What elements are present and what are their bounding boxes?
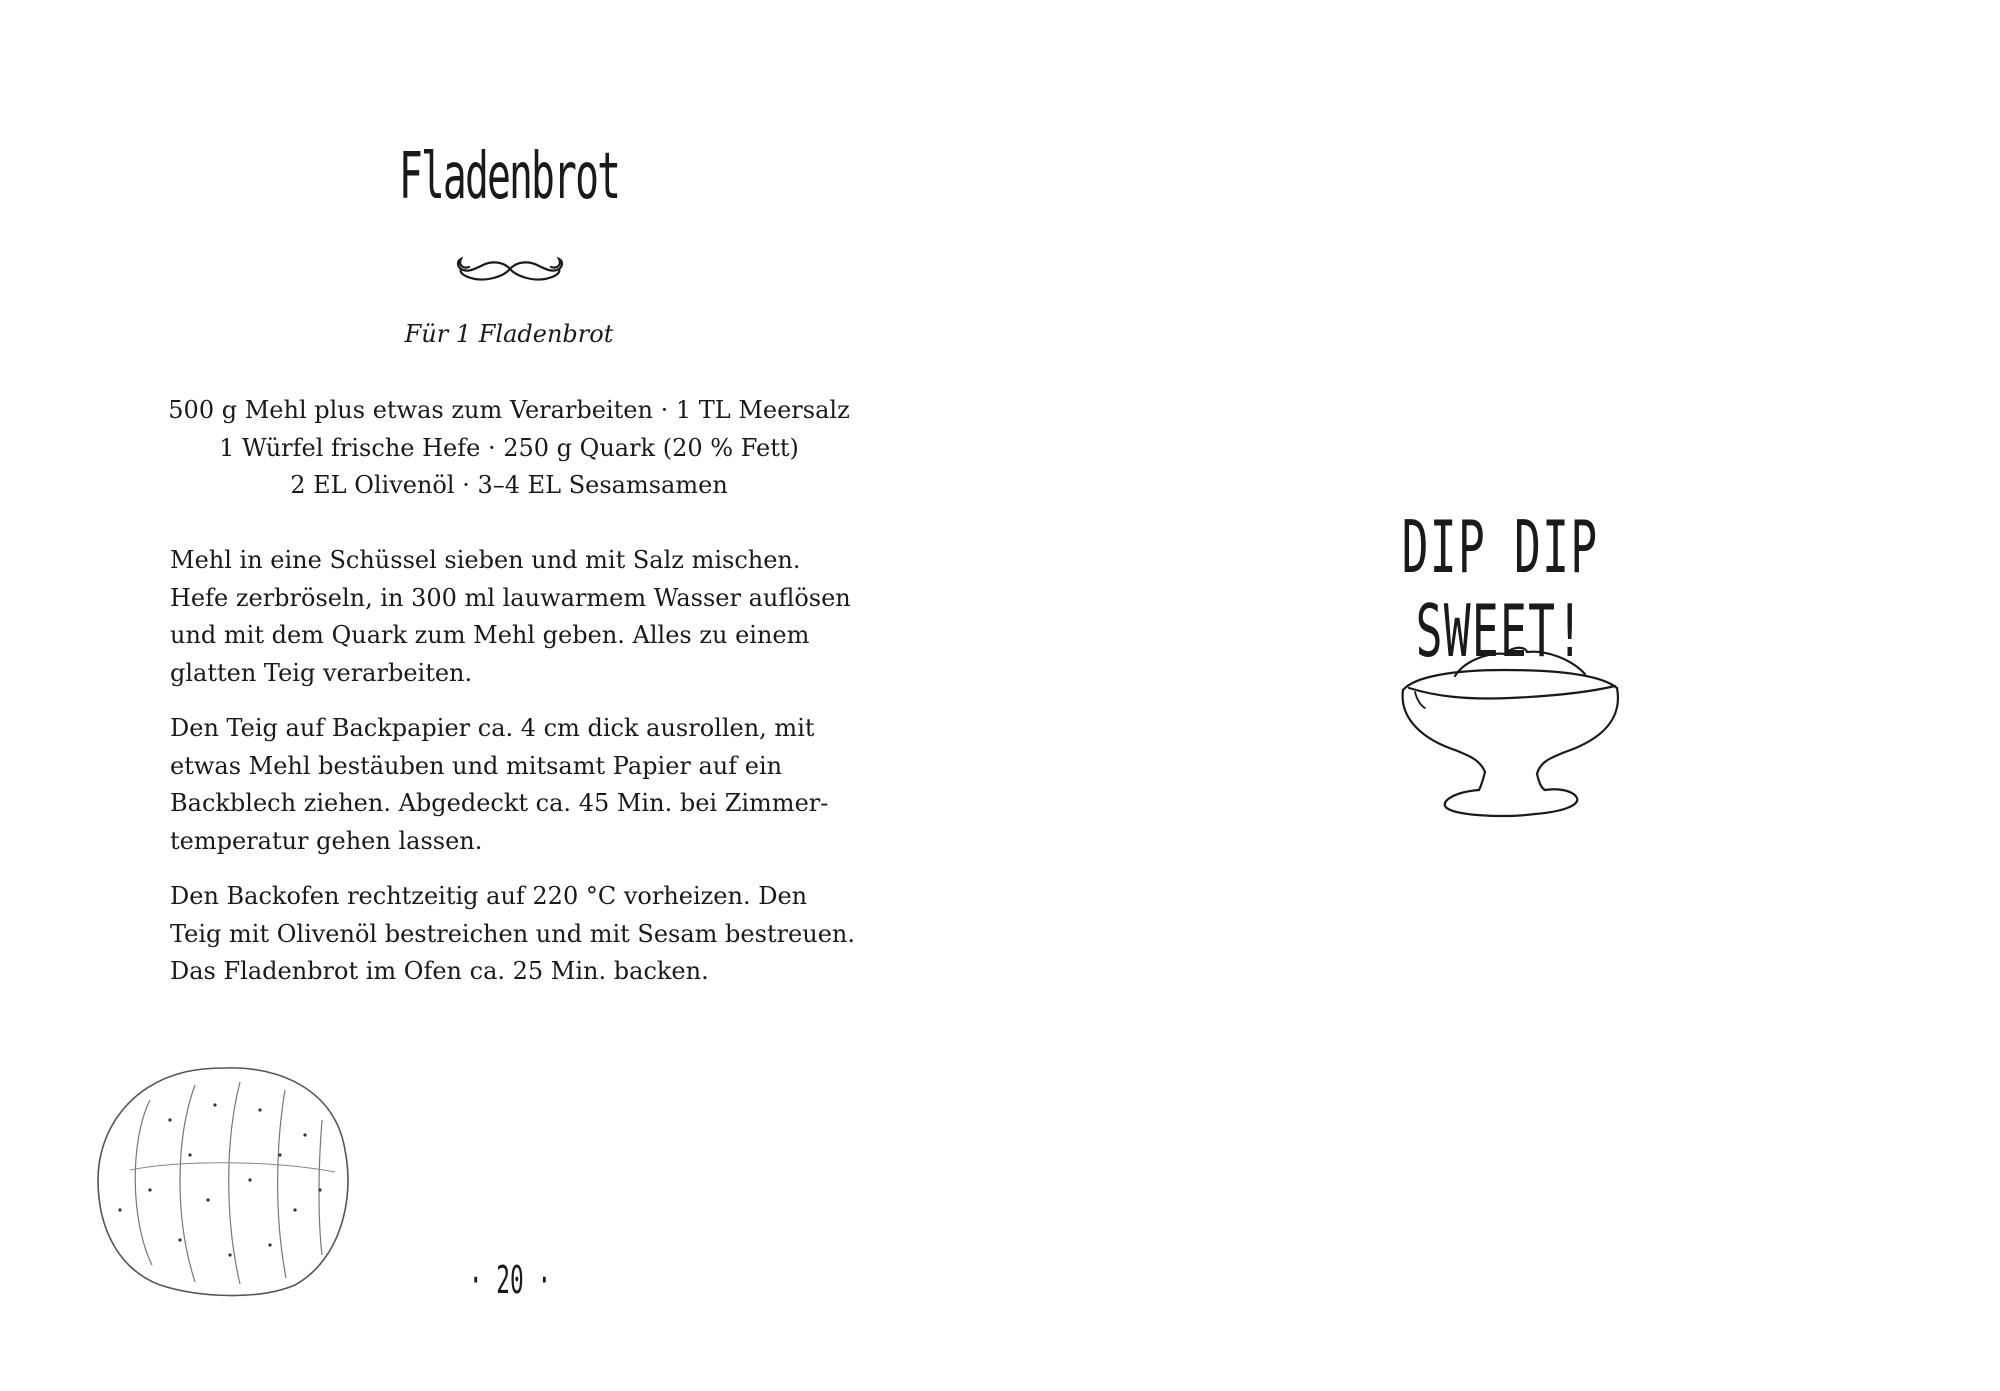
dessert-bowl-icon	[1395, 640, 1625, 820]
servings-line: Für 1 Fladenbrot	[404, 320, 614, 348]
text-line: Den Teig auf Backpapier ca. 4 cm dick ausrollen, mit	[170, 714, 815, 742]
flatbread-icon	[90, 1060, 360, 1300]
ingredient-line: 1 Würfel frische Hefe · 250 g Quark (20 % Fett)	[219, 433, 799, 462]
instruction-paragraph	[170, 710, 850, 860]
text-line: und mit dem Quark zum Mehl geben. Alles zu einem	[170, 621, 810, 649]
text-line: temperatur gehen lassen.	[170, 826, 483, 855]
ingredient-line: 2 EL Olivenöl · 3–4 EL Sesamsamen	[290, 471, 728, 499]
section-headline: DIP DIP SWEET!	[1401, 505, 1599, 673]
page-number: · 20 ·	[468, 1258, 552, 1302]
instructions	[170, 542, 856, 1009]
recipe-title: Fladenbrot	[398, 140, 620, 214]
text-line: glatten Teig verarbeiten.	[170, 658, 473, 687]
instruction-paragraph	[170, 542, 850, 692]
text-line: Backblech ziehen. Abgedeckt ca. 45 Min. bei Zimmer-	[170, 789, 829, 817]
mustache-icon	[455, 255, 565, 287]
text-line: Teig mit Olivenöl bestreichen und mit Sesam bestreuen.	[170, 919, 856, 948]
text-line: etwas Mehl bestäuben und mitsamt Papier auf ein	[170, 751, 783, 780]
ingredients-list	[0, 392, 1018, 505]
instruction-paragraph	[170, 878, 856, 991]
text-line: Das Fladenbrot im Ofen ca. 25 Min. backen.	[170, 957, 709, 985]
text-line: Mehl in eine Schüssel sieben und mit Salz mischen.	[170, 546, 801, 574]
text-line: Hefe zerbröseln, in 300 ml lauwarmem Wasser auflösen	[170, 583, 851, 612]
text-line: Den Backofen rechtzeitig auf 220 °C vorheizen. Den	[170, 882, 808, 910]
ingredient-line: 500 g Mehl plus etwas zum Verarbeiten · 1 TL Meersalz	[168, 396, 850, 424]
